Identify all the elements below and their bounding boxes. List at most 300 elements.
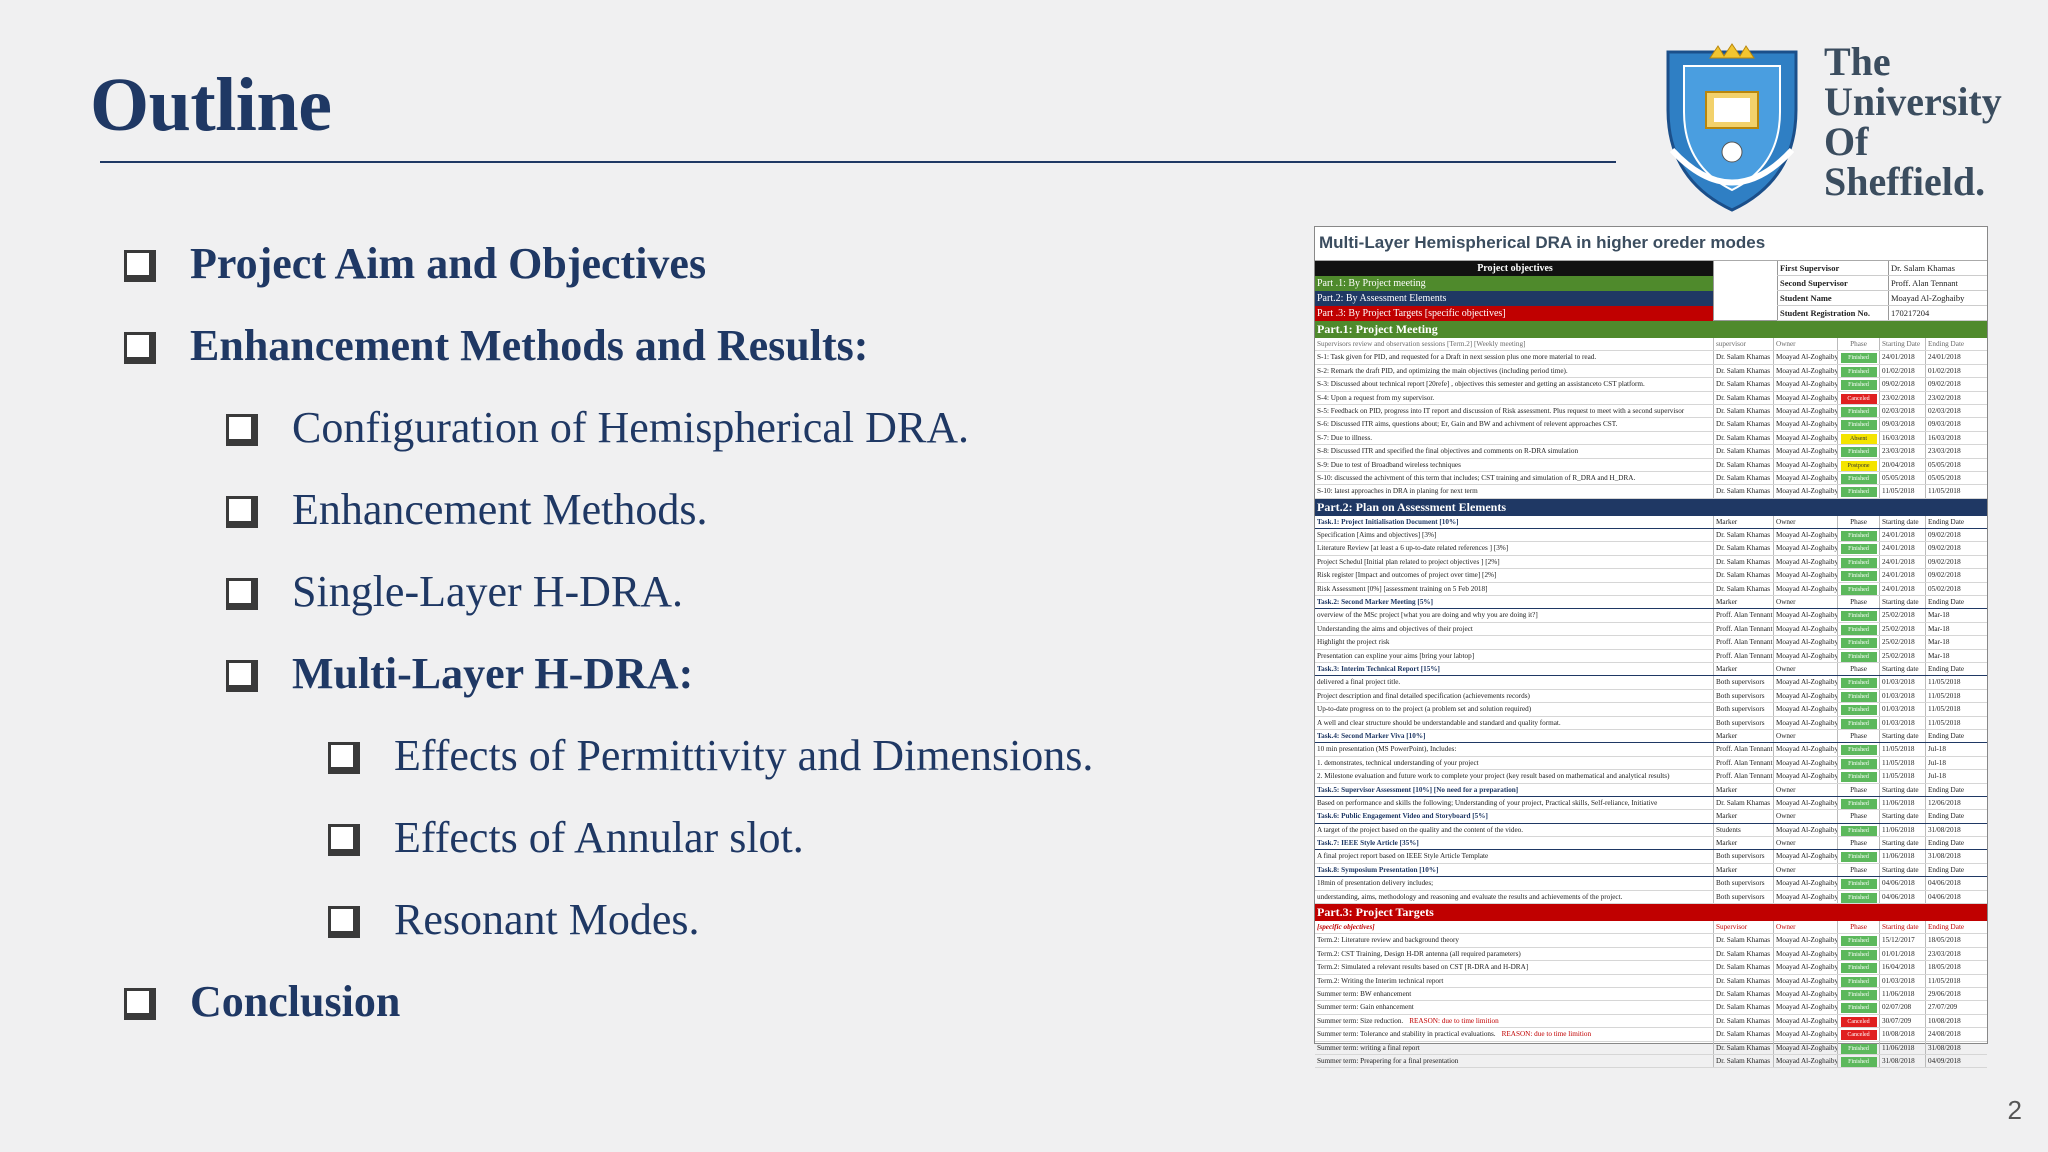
- status-badge: Absent: [1841, 434, 1877, 444]
- cell-phase: [1837, 797, 1879, 809]
- cell-phase: [1837, 542, 1879, 554]
- cell-task: [1315, 609, 1713, 621]
- task-text: [specific objectives]: [1317, 923, 1375, 932]
- spreadsheet-row: [1315, 1001, 1987, 1014]
- outline-item: [124, 238, 706, 289]
- outline-item-label: Enhancement Methods.: [292, 485, 708, 534]
- info-key: Student Registration No.: [1777, 306, 1889, 320]
- cell-phase: [1837, 934, 1879, 946]
- cell: Moayad Al-Zoghaiby: [1773, 1001, 1837, 1013]
- part-legend: Part .3: By Project Targets [specific objectives]: [1315, 306, 1713, 321]
- cell: Dr. Salam Khamas: [1713, 529, 1773, 541]
- task-text: Task.5: Supervisor Assessment [10%] [No need for a preparation]: [1317, 785, 1519, 794]
- cell: Moayad Al-Zoghaiby: [1773, 975, 1837, 987]
- status-badge: Canceled: [1841, 394, 1877, 404]
- cell: 16/04/2018: [1879, 961, 1925, 973]
- cell: 11/05/2018: [1879, 485, 1925, 497]
- cell-phase: Phase: [1837, 921, 1879, 933]
- status-badge: Finished: [1841, 950, 1877, 960]
- cell: Dr. Salam Khamas: [1713, 485, 1773, 497]
- cell: Moayad Al-Zoghaiby: [1773, 690, 1837, 702]
- cell: Ending Date: [1925, 921, 1987, 933]
- cell: 04/06/2018: [1879, 877, 1925, 889]
- cell: 01/03/2018: [1879, 703, 1925, 715]
- title-underline: [100, 161, 1616, 163]
- cell: 04/06/2018: [1925, 891, 1987, 903]
- cell: Students: [1713, 824, 1773, 836]
- cell: Moayad Al-Zoghaiby: [1773, 1015, 1837, 1027]
- cell: Proff. Alan Tennant: [1713, 757, 1773, 769]
- cell: Dr. Salam Khamas: [1713, 1001, 1773, 1013]
- cell: 04/06/2018: [1925, 877, 1987, 889]
- cell: Dr. Salam Khamas: [1713, 556, 1773, 568]
- cell: 31/08/2018: [1925, 850, 1987, 862]
- cell-task: [1315, 810, 1713, 822]
- cell-task: [1315, 676, 1713, 688]
- cell: 05/05/2018: [1879, 472, 1925, 484]
- cell-task: [1315, 569, 1713, 581]
- task-text: S-9: Due to test of Broadband wireless techniques: [1317, 460, 1461, 469]
- spreadsheet-row: [1315, 934, 1987, 947]
- spreadsheet-row: [1315, 743, 1987, 756]
- spreadsheet-row: [1315, 797, 1987, 810]
- info-key: Student Name: [1777, 291, 1889, 305]
- cell-phase: [1837, 1028, 1879, 1040]
- checkbox-bullet-icon: [328, 824, 356, 852]
- student-info: [1777, 261, 1987, 320]
- status-badge: Finished: [1841, 353, 1877, 363]
- spreadsheet-row: [1315, 850, 1987, 863]
- cell-task: [1315, 921, 1713, 933]
- cell: Owner: [1773, 921, 1837, 933]
- cell-phase: [1837, 472, 1879, 484]
- cell: Moayad Al-Zoghaiby: [1773, 891, 1837, 903]
- status-badge: Finished: [1841, 407, 1877, 417]
- cell-phase: [1837, 1055, 1879, 1067]
- cell-phase: Phase: [1837, 730, 1879, 742]
- task-text: S-4: Upon a request from my supervisor.: [1317, 393, 1435, 402]
- spreadsheet-row: [1315, 770, 1987, 783]
- cell-phase: [1837, 1001, 1879, 1013]
- task-text: Based on performance and skills the following; Understanding of your project, Practical skills, Self-reliance, Initiative: [1317, 798, 1658, 807]
- outline-subitem: [226, 566, 683, 617]
- cell-phase: Phase: [1837, 864, 1879, 876]
- status-badge: Finished: [1841, 447, 1877, 457]
- cell: Jul-18: [1925, 743, 1987, 755]
- cell: 01/02/2018: [1879, 365, 1925, 377]
- cell: Dr. Salam Khamas: [1713, 1015, 1773, 1027]
- cell: Both supervisors: [1713, 690, 1773, 702]
- cell: Ending Date: [1925, 837, 1987, 849]
- cell: Ending Date: [1925, 663, 1987, 675]
- spreadsheet-row: [1315, 877, 1987, 890]
- cell-phase: Phase: [1837, 810, 1879, 822]
- cell-phase: [1837, 432, 1879, 444]
- cell-task: [1315, 1055, 1713, 1067]
- cell-phase: Phase: [1837, 837, 1879, 849]
- spreadsheet-row: [1315, 432, 1987, 445]
- cell-phase: Phase: [1837, 516, 1879, 528]
- cell-task: [1315, 351, 1713, 363]
- status-badge: Finished: [1841, 719, 1877, 729]
- cell-task: [1315, 663, 1713, 675]
- checkbox-bullet-icon: [328, 906, 356, 934]
- spreadsheet-header: [1315, 261, 1987, 321]
- cell-task: [1315, 975, 1713, 987]
- cell: 11/05/2018: [1879, 743, 1925, 755]
- cell: Proff. Alan Tennant: [1713, 636, 1773, 648]
- outline-item-label: Single-Layer H-DRA.: [292, 567, 684, 616]
- cell: Marker: [1713, 596, 1773, 608]
- cell: 25/02/2018: [1879, 650, 1925, 662]
- cell-phase: [1837, 351, 1879, 363]
- task-text: Risk Assessment [0%] [assessment training on 5 Feb 2018]: [1317, 584, 1488, 593]
- cell: 16/03/2018: [1879, 432, 1925, 444]
- info-value: 170217204: [1891, 308, 1930, 318]
- task-text: 18min of presentation delivery includes;: [1317, 879, 1434, 888]
- info-row: [1777, 276, 1987, 291]
- spreadsheet-row: [1315, 636, 1987, 649]
- cell: 01/01/2018: [1879, 948, 1925, 960]
- spreadsheet-row: [1315, 864, 1987, 877]
- cell: 20/04/2018: [1879, 459, 1925, 471]
- cell: 23/03/2018: [1925, 445, 1987, 457]
- cell: Proff. Alan Tennant: [1713, 743, 1773, 755]
- cell: Dr. Salam Khamas: [1713, 405, 1773, 417]
- part-legend: Part.2: By Assessment Elements: [1315, 291, 1713, 306]
- status-badge: Finished: [1841, 652, 1877, 662]
- cell: Moayad Al-Zoghaiby: [1773, 378, 1837, 390]
- task-text: Task.1: Project Initialisation Document [10%]: [1317, 517, 1459, 526]
- spreadsheet-row: [1315, 676, 1987, 689]
- cell: Proff. Alan Tennant: [1713, 770, 1773, 782]
- cell: 15/12/2017: [1879, 934, 1925, 946]
- task-text: Up-to-date progress on to the project (a problem set and solution required): [1317, 705, 1532, 714]
- cell: Owner: [1773, 516, 1837, 528]
- cell: 01/03/2018: [1879, 975, 1925, 987]
- cell: Moayad Al-Zoghaiby: [1773, 1028, 1837, 1040]
- cell-phase: Phase: [1837, 338, 1879, 350]
- cell-task: [1315, 623, 1713, 635]
- task-text: Task.6: Public Engagement Video and Storyboard [5%]: [1317, 812, 1488, 821]
- cell: Both supervisors: [1713, 850, 1773, 862]
- cell: Dr. Salam Khamas: [1713, 418, 1773, 430]
- logo-line: Of: [1824, 119, 1869, 164]
- spreadsheet-row: [1315, 351, 1987, 364]
- info-value: Dr. Salam Khamas: [1891, 263, 1955, 273]
- task-text: 10 min presentation (MS PowerPoint), Includes:: [1317, 745, 1457, 754]
- spreadsheet-row: [1315, 542, 1987, 555]
- task-text: Task.2: Second Marker Meeting [5%]: [1317, 598, 1433, 607]
- outline-item-label: Enhancement Methods and Results:: [190, 321, 869, 370]
- task-text: Project description and final detailed specification (achievements records): [1317, 691, 1530, 700]
- cell-phase: [1837, 975, 1879, 987]
- spreadsheet-row: [1315, 485, 1987, 498]
- cell: Starting date: [1879, 864, 1925, 876]
- cell: Marker: [1713, 864, 1773, 876]
- cell: 11/05/2018: [1879, 757, 1925, 769]
- status-badge: Finished: [1841, 678, 1877, 688]
- cell: Moayad Al-Zoghaiby: [1773, 717, 1837, 729]
- cell-phase: [1837, 529, 1879, 541]
- cell: Dr. Salam Khamas: [1713, 583, 1773, 595]
- cell: 10/08/2018: [1925, 1015, 1987, 1027]
- cell: 24/01/2018: [1879, 351, 1925, 363]
- cell: 05/02/2018: [1925, 583, 1987, 595]
- cell: 11/05/2018: [1925, 676, 1987, 688]
- cell: Proff. Alan Tennant: [1713, 650, 1773, 662]
- cell-task: [1315, 596, 1713, 608]
- status-badge: Finished: [1841, 420, 1877, 430]
- spreadsheet-row: [1315, 405, 1987, 418]
- cell-task: [1315, 1042, 1713, 1054]
- task-text: A final project report based on IEEE Style Article Template: [1317, 852, 1489, 861]
- cell-phase: [1837, 445, 1879, 457]
- logo-line: Sheffield.: [1824, 159, 1986, 204]
- cell: 09/03/2018: [1925, 418, 1987, 430]
- status-badge: Finished: [1841, 585, 1877, 595]
- cell: 02/03/2018: [1925, 405, 1987, 417]
- spreadsheet-row: [1315, 378, 1987, 391]
- cell-task: [1315, 418, 1713, 430]
- status-badge: Finished: [1841, 638, 1877, 648]
- spreadsheet-row: [1315, 837, 1987, 850]
- cell: 09/02/2018: [1925, 556, 1987, 568]
- cell: 11/05/2018: [1925, 703, 1987, 715]
- cell-task: [1315, 988, 1713, 1000]
- status-badge: Finished: [1841, 1044, 1877, 1054]
- page-number: 2: [2007, 1095, 2022, 1125]
- cell: Ending Date: [1925, 338, 1987, 350]
- outline-item-label: Effects of Annular slot.: [394, 813, 804, 862]
- spreadsheet-row: [1315, 338, 1987, 351]
- cell-task: [1315, 405, 1713, 417]
- cell: Ending Date: [1925, 516, 1987, 528]
- cell: Dr. Salam Khamas: [1713, 797, 1773, 809]
- cell-phase: [1837, 891, 1879, 903]
- cell-phase: [1837, 743, 1879, 755]
- cell: 11/06/2018: [1879, 988, 1925, 1000]
- cell: Dr. Salam Khamas: [1713, 378, 1773, 390]
- cell: 05/05/2018: [1925, 459, 1987, 471]
- cell: Both supervisors: [1713, 891, 1773, 903]
- outline-item-label: Project Aim and Objectives: [190, 239, 707, 288]
- cell-phase: Phase: [1837, 663, 1879, 675]
- cell: 24/01/2018: [1879, 583, 1925, 595]
- info-key: Second Supervisor: [1777, 276, 1889, 290]
- cell: Marker: [1713, 784, 1773, 796]
- cell: Dr. Salam Khamas: [1713, 459, 1773, 471]
- cell: 11/06/2018: [1879, 797, 1925, 809]
- task-text: S-10: latest approaches in DRA in planing for next term: [1317, 487, 1478, 496]
- task-text: Task.3: Interim Technical Report [15%]: [1317, 664, 1440, 673]
- outline-subitem: [226, 402, 969, 453]
- cell: 24/01/2018: [1925, 351, 1987, 363]
- cell: Moayad Al-Zoghaiby: [1773, 583, 1837, 595]
- cell: Moayad Al-Zoghaiby: [1773, 542, 1837, 554]
- cell: Owner: [1773, 730, 1837, 742]
- cell-phase: [1837, 690, 1879, 702]
- cell-task: [1315, 338, 1713, 350]
- cell: Starting date: [1879, 663, 1925, 675]
- task-text: Supervisors review and observation sessions [Term.2] [Weekly meeting]: [1317, 340, 1526, 348]
- cell: Dr. Salam Khamas: [1713, 472, 1773, 484]
- spreadsheet-row: [1315, 445, 1987, 458]
- checkbox-bullet-icon: [226, 578, 254, 606]
- cell-task: [1315, 459, 1713, 471]
- status-badge: Finished: [1841, 571, 1877, 581]
- checkbox-bullet-icon: [226, 414, 254, 442]
- cell: Moayad Al-Zoghaiby: [1773, 757, 1837, 769]
- cell: Moayad Al-Zoghaiby: [1773, 623, 1837, 635]
- cell-task: [1315, 824, 1713, 836]
- cell: 11/05/2018: [1925, 690, 1987, 702]
- logo-line: University: [1824, 79, 2002, 124]
- task-text: Term.2: Literature review and background theory: [1317, 936, 1459, 945]
- status-badge: Finished: [1841, 772, 1877, 782]
- cell: Moayad Al-Zoghaiby: [1773, 351, 1837, 363]
- status-badge: Finished: [1841, 531, 1877, 541]
- cell: 11/05/2018: [1925, 717, 1987, 729]
- task-text: S-5: Feedback on PID, progress into IT report and discussion of Risk assessment. Plus request to meet with a second supervisor: [1317, 406, 1685, 415]
- task-text: S-1: Task given for PID, and requested for a Draft in next session plus one more material to read.: [1317, 353, 1597, 362]
- cell: 23/02/2018: [1879, 392, 1925, 404]
- outline-item-label: Configuration of Hemispherical DRA.: [292, 403, 969, 452]
- cell-phase: [1837, 703, 1879, 715]
- section-header: Part.2: Plan on Assessment Elements: [1315, 499, 1987, 516]
- spreadsheet-row: [1315, 810, 1987, 823]
- cell: Starting date: [1879, 730, 1925, 742]
- cell: Starting Date: [1879, 338, 1925, 350]
- cell: Mar-18: [1925, 609, 1987, 621]
- cell-task: [1315, 392, 1713, 404]
- cell: 31/08/2018: [1879, 1055, 1925, 1067]
- cell-task: [1315, 1001, 1713, 1013]
- cell: Both supervisors: [1713, 717, 1773, 729]
- cell: Both supervisors: [1713, 676, 1773, 688]
- cell: 01/03/2018: [1879, 690, 1925, 702]
- status-badge: Canceled: [1841, 1017, 1877, 1027]
- cell: 04/06/2018: [1879, 891, 1925, 903]
- outline-subsubitem: [328, 894, 700, 945]
- cell: 09/02/2018: [1925, 378, 1987, 390]
- status-badge: Finished: [1841, 487, 1877, 497]
- spreadsheet-row: [1315, 988, 1987, 1001]
- cell: Moayad Al-Zoghaiby: [1773, 556, 1837, 568]
- outline-subsubitem: [328, 730, 1093, 781]
- cell: 24/01/2018: [1879, 529, 1925, 541]
- cell: 01/03/2018: [1879, 676, 1925, 688]
- cell: Marker: [1713, 516, 1773, 528]
- cell: 16/03/2018: [1925, 432, 1987, 444]
- outline-item: [124, 320, 868, 371]
- cell: Marker: [1713, 810, 1773, 822]
- cell: Moayad Al-Zoghaiby: [1773, 770, 1837, 782]
- cell-phase: [1837, 609, 1879, 621]
- cell-phase: Phase: [1837, 596, 1879, 608]
- cell-task: [1315, 864, 1713, 876]
- cell-task: [1315, 1028, 1713, 1040]
- cell: Owner: [1773, 596, 1837, 608]
- cell-task: [1315, 891, 1713, 903]
- cell: Dr. Salam Khamas: [1713, 365, 1773, 377]
- task-text: Task.8: Symposium Presentation [10%]: [1317, 865, 1439, 874]
- task-text: S-3: Discussed about technical report [20refe] , objectives this semester and getting an assistanceto CST platform.: [1317, 380, 1645, 389]
- spreadsheet-row: [1315, 891, 1987, 904]
- status-badge: Finished: [1841, 705, 1877, 715]
- cell: Moayad Al-Zoghaiby: [1773, 445, 1837, 457]
- cell: Moayad Al-Zoghaiby: [1773, 934, 1837, 946]
- cell: 09/02/2018: [1925, 569, 1987, 581]
- task-text: A well and clear structure should be understandable and standard and quality format.: [1317, 718, 1561, 727]
- cell-task: [1315, 784, 1713, 796]
- status-badge: Finished: [1841, 990, 1877, 1000]
- cell: 02/07/208: [1879, 1001, 1925, 1013]
- info-row: [1777, 261, 1987, 276]
- checkbox-bullet-icon: [124, 250, 152, 278]
- checkbox-bullet-icon: [226, 660, 254, 688]
- task-text: S-7: Due to illness.: [1317, 433, 1373, 442]
- status-badge: Finished: [1841, 474, 1877, 484]
- cell: Moayad Al-Zoghaiby: [1773, 529, 1837, 541]
- cell-task: [1315, 948, 1713, 960]
- cell: 29/06/2018: [1925, 988, 1987, 1000]
- task-text: Summer term: Gain enhancement: [1317, 1003, 1414, 1012]
- cell: Moayad Al-Zoghaiby: [1773, 392, 1837, 404]
- outline-item-label: Effects of Permittivity and Dimensions.: [394, 731, 1094, 780]
- cell: Moayad Al-Zoghaiby: [1773, 485, 1837, 497]
- task-text: understanding, aims, methodology and reasoning and evaluate the results and achievements of the project.: [1317, 892, 1623, 901]
- task-text: delivered a final project title.: [1317, 678, 1401, 687]
- cell: Moayad Al-Zoghaiby: [1773, 948, 1837, 960]
- cell: Mar-18: [1925, 650, 1987, 662]
- task-text: S-8: Discussed ITR and specified the final objectives and comments on R-DRA simulation: [1317, 447, 1579, 456]
- cancel-reason: REASON: due to time limition: [1501, 1030, 1592, 1039]
- cell-phase: [1837, 556, 1879, 568]
- cell: Moayad Al-Zoghaiby: [1773, 365, 1837, 377]
- cell-phase: [1837, 824, 1879, 836]
- cell: Moayad Al-Zoghaiby: [1773, 1055, 1837, 1067]
- status-badge: Finished: [1841, 380, 1877, 390]
- info-key: First Supervisor: [1777, 261, 1889, 275]
- cell: Owner: [1773, 338, 1837, 350]
- cell: Moayad Al-Zoghaiby: [1773, 676, 1837, 688]
- status-badge: Canceled: [1841, 1030, 1877, 1040]
- cell-task: [1315, 472, 1713, 484]
- cell: Owner: [1773, 784, 1837, 796]
- cell: 31/08/2018: [1925, 1042, 1987, 1054]
- cell: 24/01/2018: [1879, 556, 1925, 568]
- cell-phase: [1837, 850, 1879, 862]
- cell-phase: [1837, 1015, 1879, 1027]
- spreadsheet-row: [1315, 1015, 1987, 1028]
- cell: Ending Date: [1925, 864, 1987, 876]
- task-text: Understanding the aims and objectives of their project: [1317, 624, 1473, 633]
- cell: Mar-18: [1925, 636, 1987, 648]
- status-badge: Finished: [1841, 558, 1877, 568]
- task-text: Term.2: Writing the Interim technical report: [1317, 976, 1444, 985]
- cell: Moayad Al-Zoghaiby: [1773, 961, 1837, 973]
- status-badge: Finished: [1841, 759, 1877, 769]
- spreadsheet-row: [1315, 459, 1987, 472]
- cell: 23/03/2018: [1879, 445, 1925, 457]
- cell-phase: [1837, 636, 1879, 648]
- cell: Moayad Al-Zoghaiby: [1773, 850, 1837, 862]
- cell: Moayad Al-Zoghaiby: [1773, 459, 1837, 471]
- cell: Both supervisors: [1713, 877, 1773, 889]
- cell: Moayad Al-Zoghaiby: [1773, 650, 1837, 662]
- cell-phase: [1837, 988, 1879, 1000]
